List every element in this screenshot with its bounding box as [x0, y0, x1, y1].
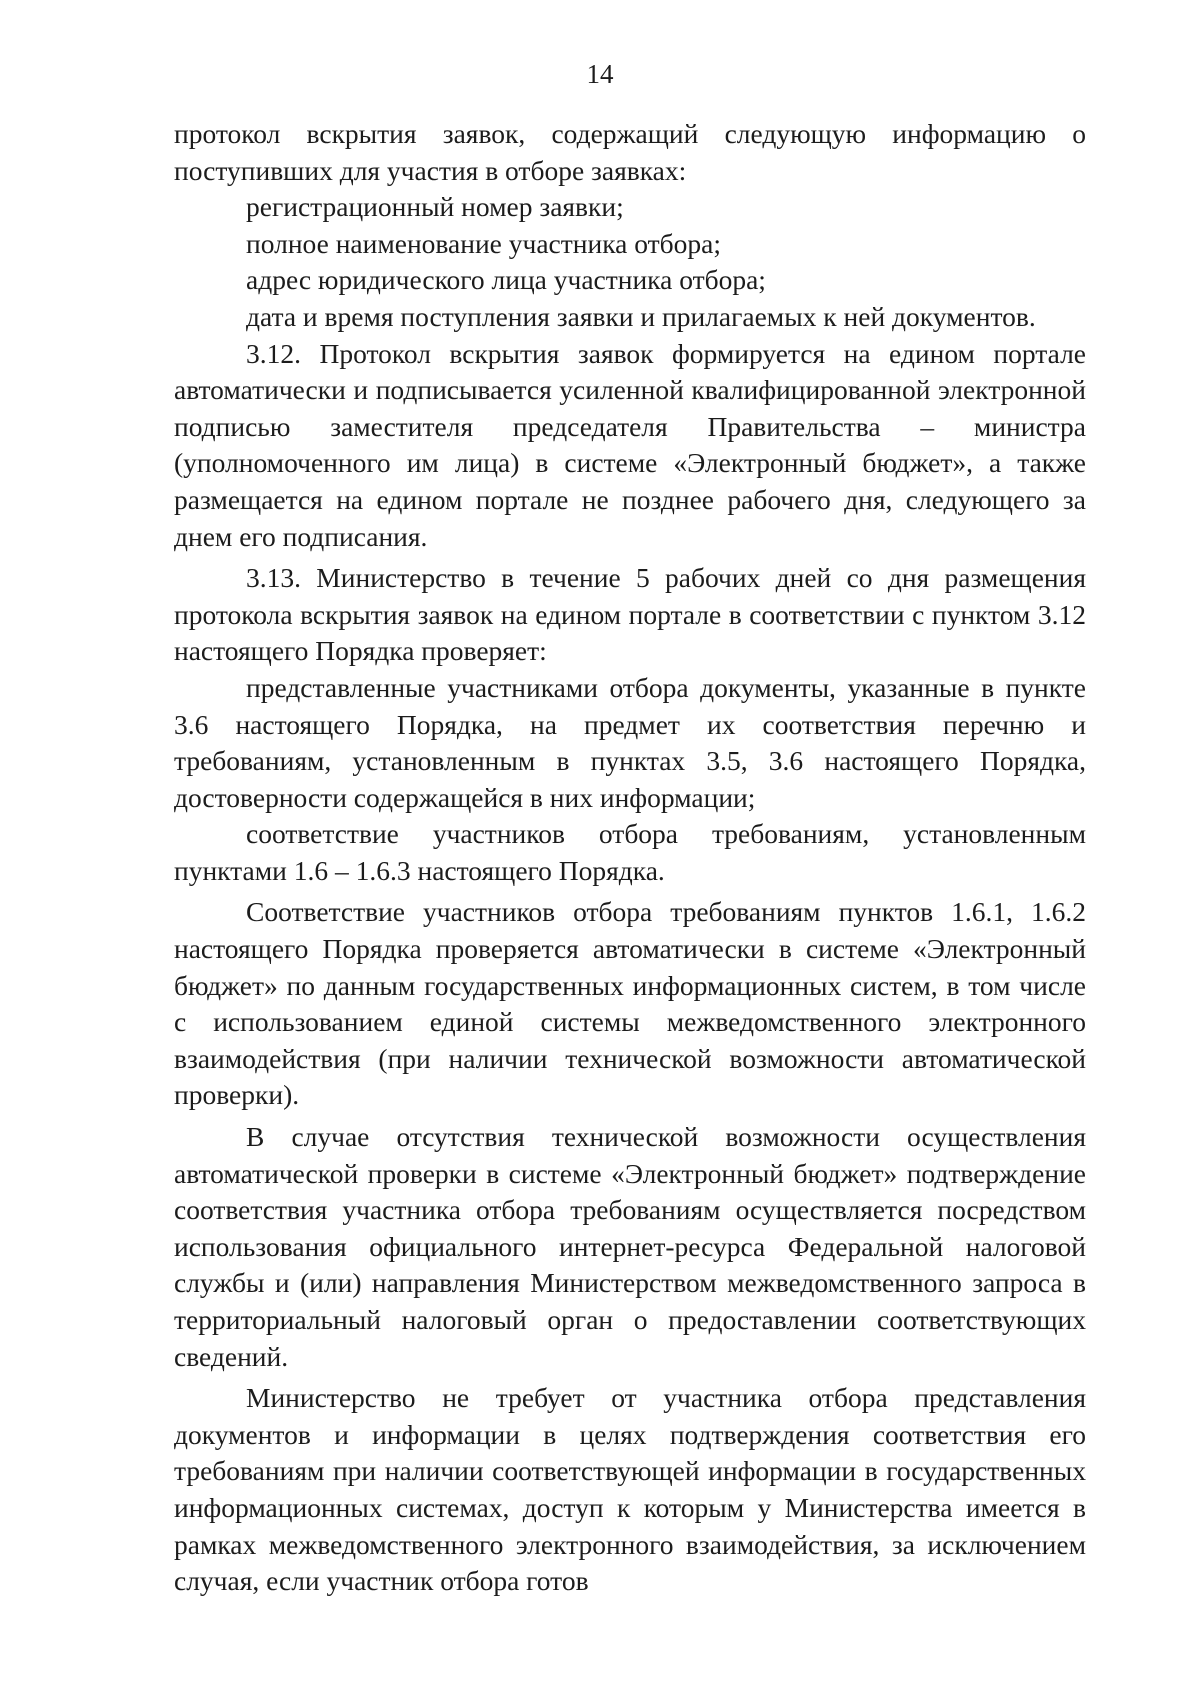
paragraph-protocol-intro: протокол вскрытия заявок, содержащий следующую информацию о поступивших для участия в отборе заявках: — [174, 118, 1086, 186]
list-item-full-name: полное наименование участника отбора; — [246, 227, 721, 259]
list-item-registration-number: регистрационный номер заявки; — [246, 191, 624, 223]
list-item-date-time: дата и время поступления заявки и прилагаемых к ней документов. — [246, 300, 1036, 332]
paragraph-3-13: 3.13. Министерство в течение 5 рабочих дней со дня размещения протокола вскрытия заявок на едином портале в соответствии с пунктом 3.12 настоящего Порядка проверяет: — [174, 562, 1086, 667]
paragraph-automatic-check: Соответствие участников отбора требованиям пунктов 1.6.1, 1.6.2 настоящего Порядка проверяется автоматически в системе «Электронный бюджет» по данным государственных информационных систем, в том числе с использованием единой системы межведомственного электронного взаимодействия (при наличии технической возможности автоматической проверки). — [174, 896, 1086, 1111]
page-number: 14 — [586, 59, 614, 89]
paragraph-ministry-not-require: Министерство не требует от участника отбора представления документов и информации в целях подтверждения соответствия его требованиям при наличии соответствующей информации в государственных информационных системах, доступ к которым у Министерства имеется в рамках межведомственного электронного взаимодействия, за исключением случая, если участник отбора готов — [174, 1382, 1086, 1597]
paragraph-documents-check: представленные участниками отбора документы, указанные в пункте 3.6 настоящего Порядка, на предмет их соответствия перечню и требованиям, установленным в пунктах 3.5, 3.6 настоящего Порядка, достоверности содержащейся в них информации; — [174, 671, 1086, 813]
list-item-legal-address: адрес юридического лица участника отбора; — [246, 264, 766, 296]
paragraph-requirements-check: соответствие участников отбора требованиям, установленным пунктами 1.6 – 1.6.3 настоящего Порядка. — [174, 818, 1086, 886]
paragraph-no-technical-possibility: В случае отсутствия технической возможности осуществления автоматической проверки в системе «Электронный бюджет» подтверждение соответствия участника отбора требованиям осуществляется посредством использования официального интернет-ресурса Федеральной налоговой службы и (или) направления Министерством межведомственного запроса в территориальный налоговый орган о предоставлении соответствующих сведений. — [174, 1121, 1086, 1372]
paragraph-3-12: 3.12. Протокол вскрытия заявок формируется на едином портале автоматически и подписывается усиленной квалифицированной электронной подписью заместителя председателя Правительства – министра (уполномоченного им лица) в системе «Электронный бюджет», а также размещается на едином портале не позднее рабочего дня, следующего за днем его подписания. — [174, 337, 1086, 552]
document-body — [174, 116, 1086, 1600]
